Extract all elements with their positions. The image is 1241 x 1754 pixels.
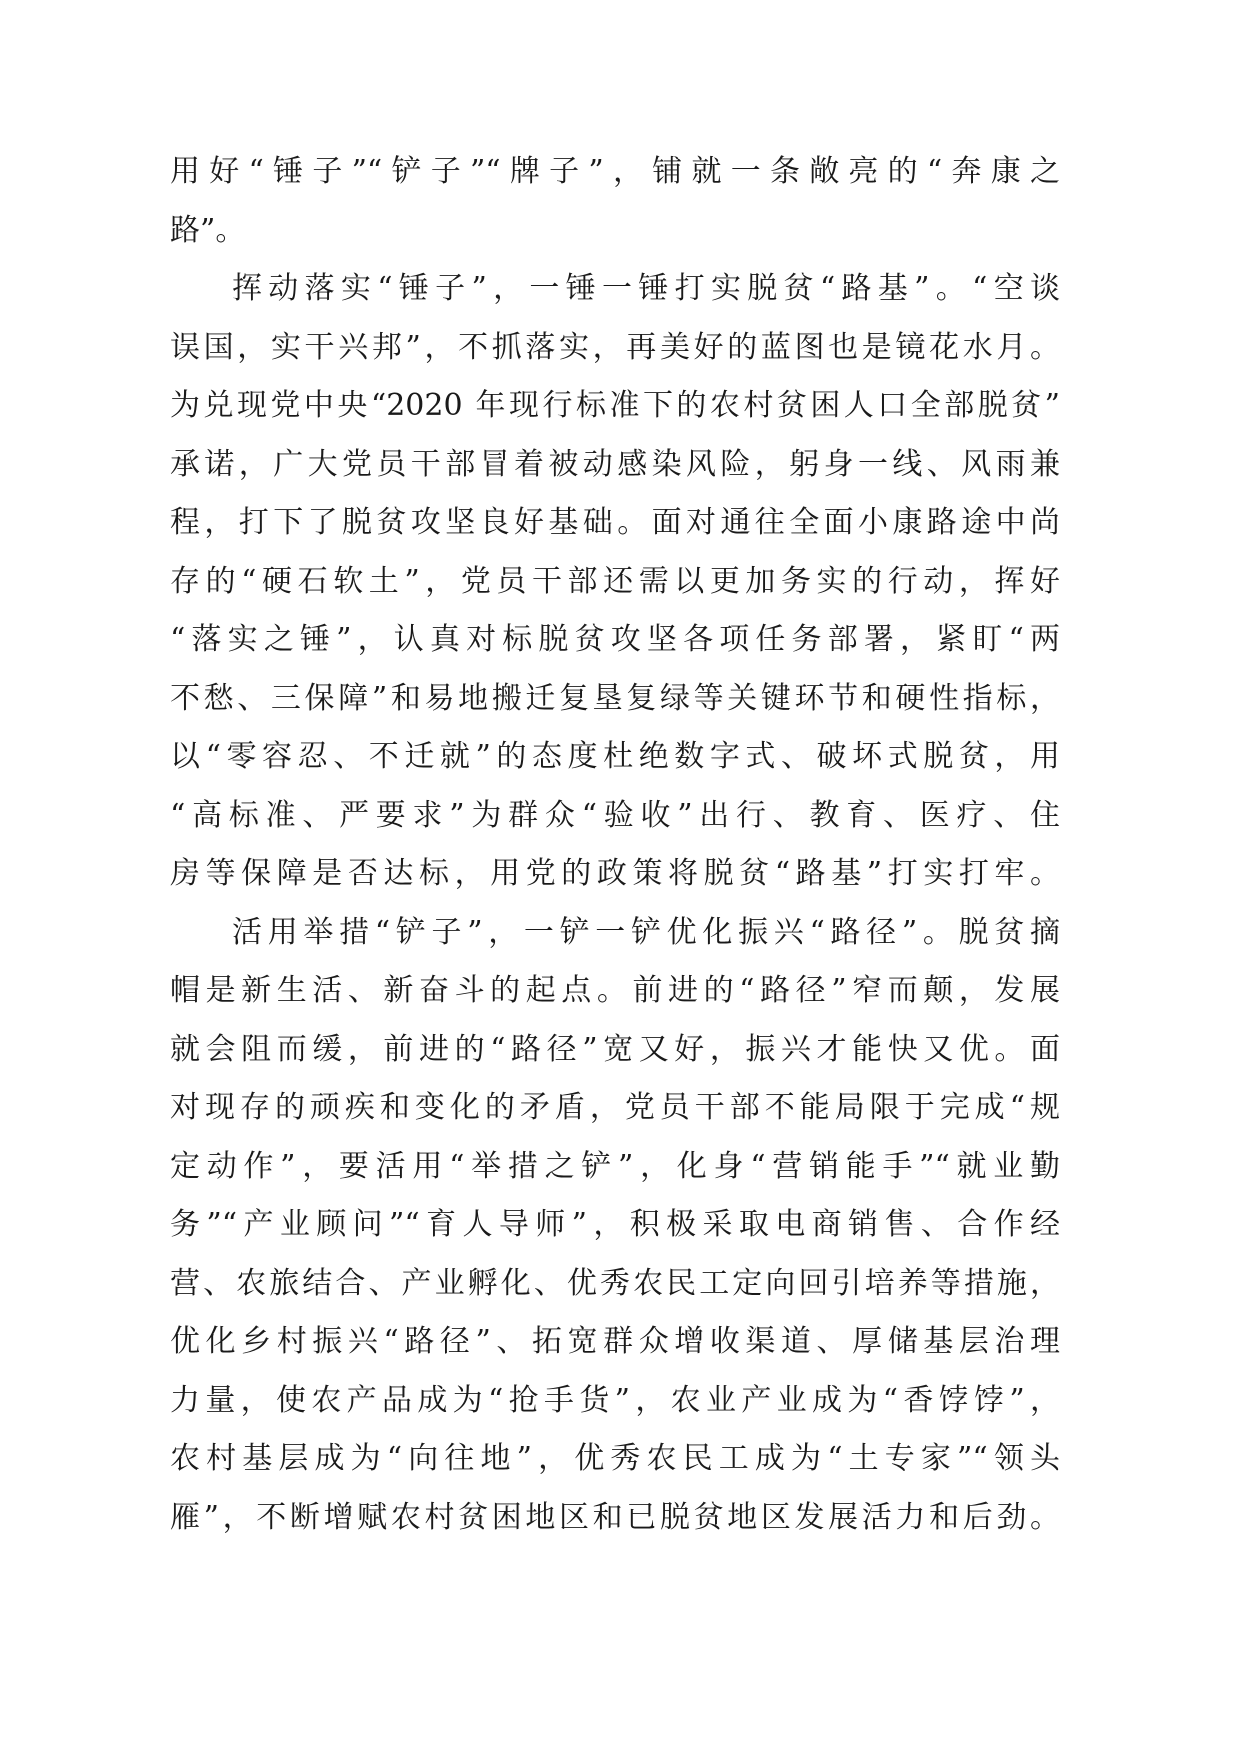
text-line: 营、农旅结合、产业孵化、优秀农民工定向回引培养等措施， bbox=[170, 1265, 1060, 1301]
text-line: 误国，实干兴邦”，不抓落实，再美好的蓝图也是镜花水月。 bbox=[170, 329, 1060, 365]
text-line: 农村基层成为“向往地”，优秀农民工成为“土专家”“领头 bbox=[170, 1441, 1060, 1476]
text-line: 务”“产业顾问”“育人导师”，积极采取电商销售、合作经 bbox=[170, 1207, 1060, 1242]
text-line: 对现存的顽疾和变化的矛盾，党员干部不能局限于完成“规 bbox=[170, 1090, 1060, 1125]
text-line: 帽是新生活、新奋斗的起点。前进的“路径”窄而颠，发展 bbox=[170, 973, 1060, 1008]
text-line: 存的“硬石软土”，党员干部还需以更加务实的行动，挥好 bbox=[170, 563, 1060, 599]
text-line: “落实之锤”，认真对标脱贫攻坚各项任务部署，紧盯“两 bbox=[170, 622, 1060, 657]
text-line: 为兑现党中央“2020 年现行标准下的农村贫困人口全部脱贫” bbox=[170, 388, 1060, 423]
paragraph bbox=[170, 904, 1060, 1548]
text-line: 定动作”，要活用“举措之铲”，化身“营销能手”“就业勤 bbox=[170, 1148, 1060, 1184]
text-line: 雁”，不断增赋农村贫困地区和已脱贫地区发展活力和后劲。 bbox=[170, 1499, 1060, 1535]
text-line: 力量，使农产品成为“抢手货”，农业产业成为“香饽饽”， bbox=[170, 1382, 1060, 1418]
text-line: 就会阻而缓，前进的“路径”宽又好，振兴才能快又优。面 bbox=[170, 1031, 1060, 1067]
text-line: 不愁、三保障”和易地搬迁复垦复绿等关键环节和硬性指标， bbox=[170, 680, 1060, 716]
paragraph bbox=[170, 260, 1060, 904]
body-text bbox=[170, 143, 1060, 1547]
text-line: 挥动落实“锤子”，一锤一锤打实脱贫“路基”。“空谈 bbox=[232, 271, 1060, 306]
text-line: 用好“锤子”“铲子”“牌子”，铺就一条敞亮的“奔康之 bbox=[170, 154, 1060, 189]
text-line: 以“零容忍、不迁就”的态度杜绝数字式、破坏式脱贫，用 bbox=[170, 739, 1060, 774]
text-line: 活用举措“铲子”，一铲一铲优化振兴“路径”。脱贫摘 bbox=[232, 914, 1060, 950]
text-line: 优化乡村振兴“路径”、拓宽群众增收渠道、厚储基层治理 bbox=[170, 1324, 1060, 1359]
paragraph bbox=[170, 143, 1060, 260]
text-line: 路”。 bbox=[170, 212, 246, 248]
text-line: 程，打下了脱贫攻坚良好基础。面对通往全面小康路途中尚 bbox=[170, 505, 1060, 540]
text-line: 房等保障是否达标，用党的政策将脱贫“路基”打实打牢。 bbox=[170, 856, 1060, 891]
text-line: 承诺，广大党员干部冒着被动感染风险，躬身一线、风雨兼 bbox=[170, 446, 1060, 482]
text-line: “高标准、严要求”为群众“验收”出行、教育、医疗、住 bbox=[170, 797, 1060, 833]
